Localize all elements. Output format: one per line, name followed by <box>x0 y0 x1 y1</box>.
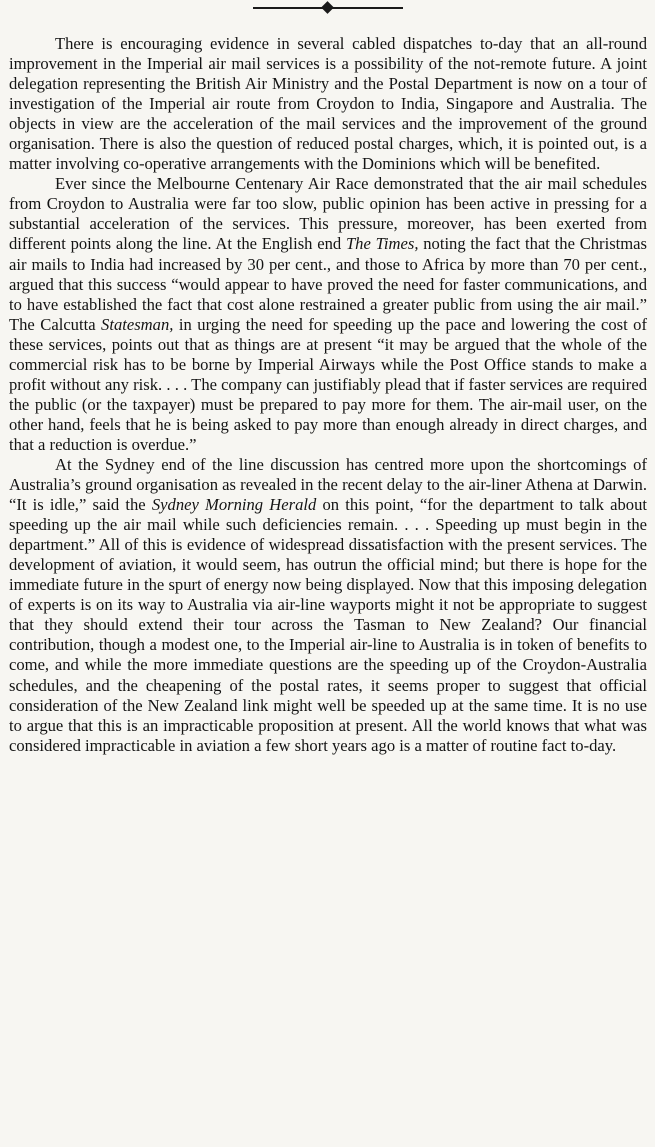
paragraph-2-text-a: Ever since the Melbourne Centenary Air Race demonstrated that the air mail schedules from Croydon to Australia were far too slow, public opinion has been active in pressing for a substantial acceleration of the services. This pressure, moreover, has been exerted from different points along the line. At the English end <box>9 174 647 254</box>
paragraph-3-text-a: At the Sydney end of the line discussion has centred more upon the shortcomings of Australia’s ground organisation as revealed in the recent delay to the air-liner Athena at Darwin. “It is idle,” said the <box>9 454 647 515</box>
paragraph-2-text-b: noting the fact that the Christmas air mails to India had increased by 30 per cent., and those to Africa by more than 70 per cent., argued that this success “would appear to have proved the need for faster communications, and to have established the fact that cost alone restrained a greater public from using the air mail.” The Calcutta <box>9 234 647 334</box>
decorative-rule-ornament <box>253 0 403 16</box>
paragraph-2-text-c: in urging the need for speeding up the pace and lowering the cost of these services, points out that as things are at present “it may be argued that the whole of the commercial risk has to be borne by Imperial Airways while the Post Office stands to make a profit without any risk. . . . The company can justifiably plead that if faster services are required the public (or the taxpayer) must be prepared to pay more for them. The air-mail user, on the other hand, feels that he is being asked to pay more than enough already in direct charges, and that a reduction is overdue.” <box>9 314 647 454</box>
editorial-article <box>9 34 647 756</box>
paragraph-1-text: There is encouraging evidence in several cabled dispatches to-day that an all-round improvement in the Imperial air mail services is a possibility of the not-remote future. A joint delegation representing the British Air Ministry and the Postal Department is now on a tour of investigation of the Imperial air route from Croydon to India, Singapore and Australia. The objects in view are the acceleration of the mail services and the improvement of the ground organisation. There is also the question of reduced postal charges, which, it is pointed out, is a matter involving co-operative arrangements with the Dominions which will be benefited. <box>9 34 647 174</box>
publication-name-statesman: Statesman, <box>101 314 174 334</box>
paragraph-3-text-b: on this point, “for the department to talk about speeding up the air mail while such deficiencies remain. . . . Speeding up must begin in the department.” All of this is evidence of widespread dissatisfaction with the present services. The development of aviation, it would seem, has outrun the official mind; but there is hope for the immediate future in the spurt of energy now being displayed. Now that this imposing delegation of experts is on its way to Australia via air-line wayports might it not be appropriate to suggest that they should extend their tour across the Tasman to New Zealand? Our financial contribution, though a modest one, to the Imperial air-line to Australia is in token of benefits to come, and while the more immediate questions are the speeding up of the Croydon-Australia schedules, and the cheapening of the postal rates, it seems proper to suggest that official consideration of the New Zealand link might well be speeded up at the same time. It is no use to argue that this is an impracticable proposition at present. All the world knows that what was considered impracticable in aviation a few short years ago is a matter of routine fact to-day. <box>9 495 647 755</box>
publication-name-sydney-morning-herald: Sydney Morning Herald <box>151 495 317 515</box>
publication-name-the-times: The Times, <box>345 234 419 254</box>
paragraph-1 <box>9 34 647 174</box>
ornament-diamond <box>321 1 334 14</box>
paragraph-3 <box>9 455 647 756</box>
paragraph-2 <box>9 174 647 455</box>
